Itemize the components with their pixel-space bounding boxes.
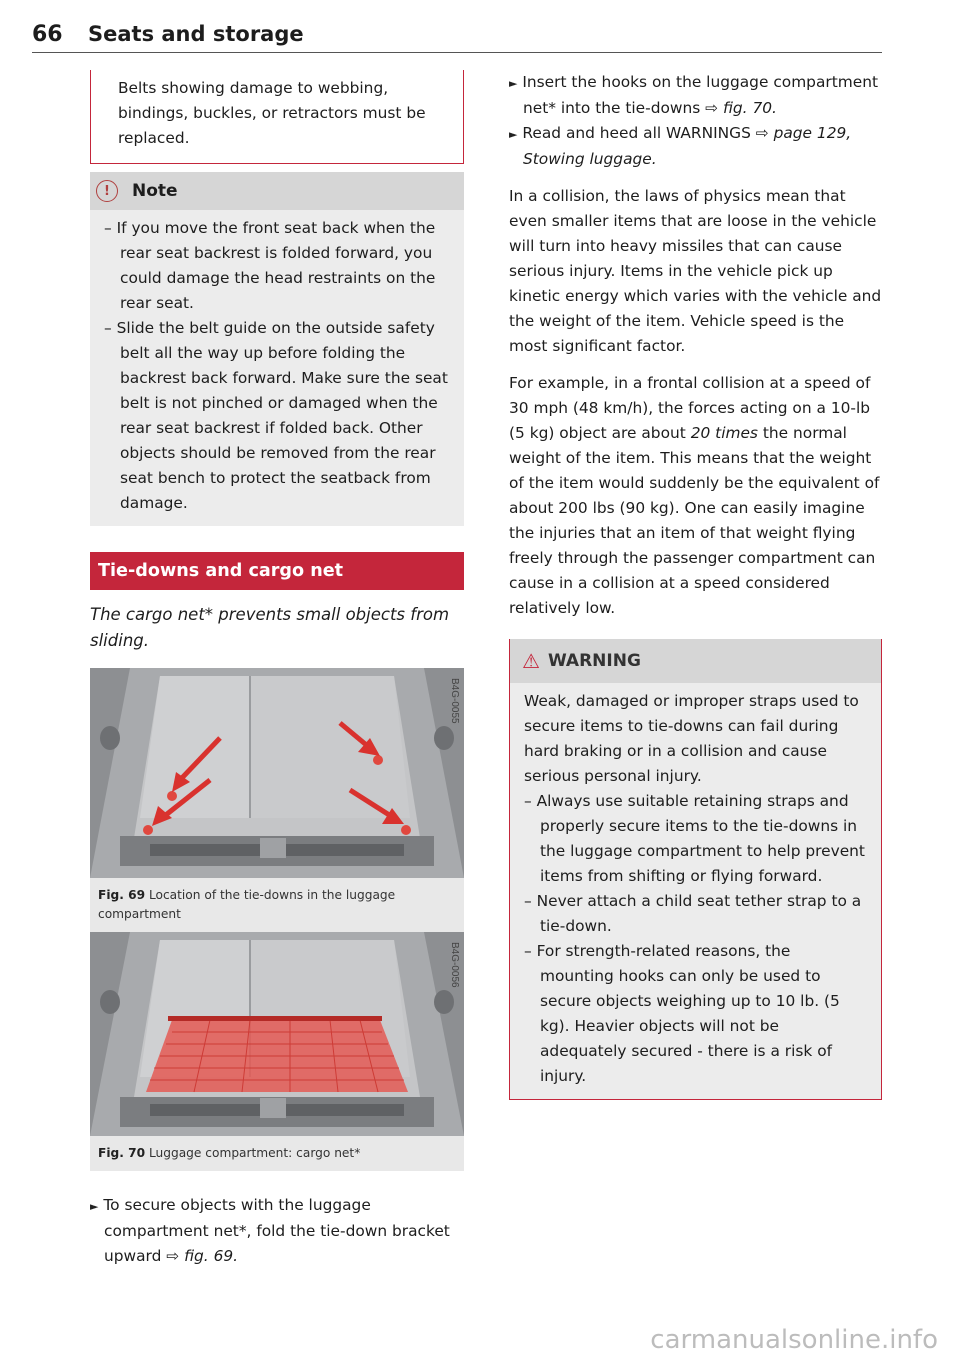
watermark: carmanualsonline.info — [650, 1325, 938, 1355]
figure-link[interactable]: ⇨ fig. 69. — [166, 1247, 239, 1265]
warning-item: – Always use suitable retaining straps and properly secure items to the tie-downs in the luggage compartment to help prevent items from shifting or flying forward. — [524, 792, 865, 885]
warning-header — [510, 639, 881, 683]
note-item: – Slide the belt guide on the outside safety belt all the way up before folding the backrest back forward. Make sure the seat belt is not pinched or damaged when the rear seat backrest if folded back. Other objects should be removed from the rear seat bench to protect the seatback from damage. — [104, 319, 448, 512]
instruction-step: ► Read and heed all WARNINGS ⇨ page 129, Stowing luggage. — [509, 124, 852, 168]
figure-70-caption — [90, 1136, 464, 1171]
section-heading: Tie-downs and cargo net — [90, 552, 464, 590]
warning-title: WARNING — [547, 651, 641, 671]
bullet-arrow-icon: ► — [509, 77, 518, 90]
note-title: Note — [132, 181, 178, 201]
note-header — [90, 172, 464, 210]
warning-body — [510, 683, 881, 1099]
page-link[interactable]: ⇨ page 129, Stowing luggage. — [523, 124, 852, 168]
figure-label: Fig. 70 — [98, 1146, 146, 1160]
cargo-net-image — [90, 932, 464, 1136]
instruction-step: ► Insert the hooks on the luggage compartment net* into the tie-downs ⇨ fig. 70. — [509, 73, 878, 117]
lead-text: The cargo net* prevents small objects from sliding. — [90, 605, 450, 650]
svg-text:B4G-0055: B4G-0055 — [449, 678, 460, 724]
info-icon: ! — [96, 180, 118, 202]
figure-link[interactable]: ⇨ fig. 70. — [705, 99, 777, 117]
note-box — [90, 172, 464, 526]
section-title: Seats and storage — [88, 22, 304, 46]
warning-item: – For strength-related reasons, the mounting hooks can only be used to secure objects weighing up to 10 lb. (5 kg). Heavier objects will not be adequately secured - there is a risk of injury. — [524, 942, 840, 1085]
figure-69 — [90, 668, 464, 932]
belts-box — [90, 70, 464, 164]
left-column — [90, 70, 464, 1269]
example-paragraph: For example, in a frontal collision at a speed of 30 mph (48 km/h), the forces acting on a 10-lb (5 kg) object are about 20 times the normal weight of the item. This means that the weight of the item would suddenly be the equivalent of about 200 lbs (90 kg). One can easily imagine the injuries that an item of that weight flying freely through the passenger compartment can cause in a collision at a speed considered relatively low. — [509, 374, 880, 617]
belts-text: Belts showing damage to webbing, bindings, buckles, or retractors must be replaced. — [118, 79, 426, 147]
header-rule — [32, 52, 882, 53]
right-column — [509, 70, 882, 1100]
figure-label: Fig. 69 — [98, 888, 146, 902]
warning-box — [509, 639, 882, 1100]
figure-caption-text: Location of the tie-downs in the luggage compartment — [98, 888, 396, 921]
page-header — [32, 22, 882, 52]
warning-intro: Weak, damaged or improper straps used to secure items to tie-downs can fail during hard braking or in a collision and cause serious personal injury. — [524, 692, 859, 785]
note-body — [90, 210, 464, 526]
trunk-tiedowns-image — [90, 668, 464, 878]
warning-item: – Never attach a child seat tether strap to a tie-down. — [524, 892, 862, 935]
svg-text:B4G-0056: B4G-0056 — [449, 942, 460, 988]
figure-69-caption — [90, 878, 464, 932]
figure-caption-text: Luggage compartment: cargo net* — [148, 1146, 361, 1160]
bullet-arrow-icon: ► — [90, 1200, 99, 1213]
warning-triangle-icon: ⚠ — [522, 649, 540, 673]
instruction-step: ► To secure objects with the luggage compartment net*, fold the tie-down bracket upward ⇨ fig. 69. — [90, 1196, 450, 1265]
page-number: 66 — [32, 22, 63, 47]
figure-70 — [90, 932, 464, 1171]
note-item: – If you move the front seat back when the rear seat backrest is folded forward, you could damage the head restraints on the rear seat. — [104, 219, 436, 312]
physics-paragraph: In a collision, the laws of physics mean that even smaller items that are loose in the vehicle will turn into heavy missiles that can cause serious injury. Items in the vehicle pick up kinetic energy which varies with the vehicle and the weight of the item. Vehicle speed is the most significant factor. — [509, 187, 882, 355]
bullet-arrow-icon: ► — [509, 128, 518, 141]
